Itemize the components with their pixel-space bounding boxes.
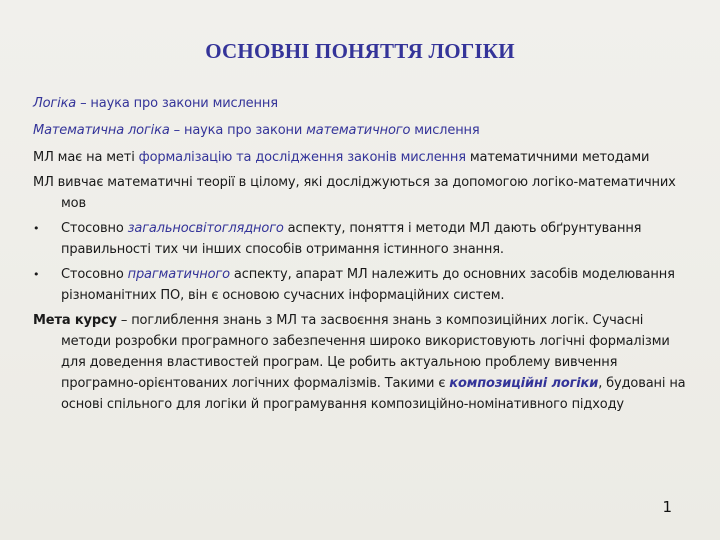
course-goal-text-end: , будовані на основі спільного для логіки й програмування композиційно-номінативного підходу — [61, 376, 686, 412]
term-logic: Логіка — [33, 96, 77, 111]
definition-math-logic-em: математичного — [306, 123, 411, 138]
goal-highlight: формалізацію та дослідження законів мислення — [138, 150, 466, 165]
slide-content — [33, 93, 693, 419]
goal-start: МЛ має на меті — [33, 150, 139, 165]
page-number: 1 — [662, 498, 672, 516]
course-goal-text: – поглиблення знань з МЛ та засвоєння знань з композиційних логік. Сучасні методи розробки програмного забезпечення широко використовують логічні формалізми для доведення властивостей програм. Це робить актуальною проблему вивчення програмно-орієнтованих логічних формалізмів. Такими є — [61, 313, 670, 391]
study-text: МЛ вивчає математичні теорії в цілому, які досліджуються за допомогою логіко-математичних мов — [33, 175, 676, 211]
bullet-marker: • — [33, 222, 40, 235]
bullet-rest: аспекту, поняття і методи МЛ дають обґрунтування правильності тих чи інших способів отримання істинного знання. — [61, 221, 642, 257]
bullet-start: Стосовно — [61, 221, 128, 236]
bullet-em: загальносвітоглядного — [127, 221, 284, 236]
goal-paragraph — [33, 147, 693, 168]
bullet-em: прагматичного — [127, 267, 230, 282]
study-paragraph — [33, 172, 693, 214]
term-math-logic: Математична логіка — [33, 123, 170, 138]
goal-rest: математичними методами — [465, 150, 650, 165]
definition-logic — [33, 93, 693, 114]
course-goal-label: Мета курсу — [33, 313, 117, 328]
definition-math-logic-rest: мислення — [410, 123, 480, 138]
bullet-item — [33, 264, 693, 306]
bullet-rest: аспекту, апарат МЛ належить до основних засобів моделювання різноманітних ПО, він є основою сучасних інформаційних систем. — [61, 267, 675, 303]
definition-math-logic — [33, 120, 693, 141]
course-goal-em: композиційні логіки — [449, 376, 599, 391]
bullet-marker: • — [33, 268, 40, 281]
definition-math-logic-mid: – наука про закони — [169, 123, 307, 138]
bullet-item — [33, 218, 693, 260]
course-goal-paragraph — [33, 310, 693, 415]
slide-title: ОСНОВНІ ПОНЯТТЯ ЛОГІКИ — [205, 39, 515, 63]
bullet-start: Стосовно — [61, 267, 128, 282]
definition-logic-text: – наука про закони мислення — [76, 96, 278, 111]
